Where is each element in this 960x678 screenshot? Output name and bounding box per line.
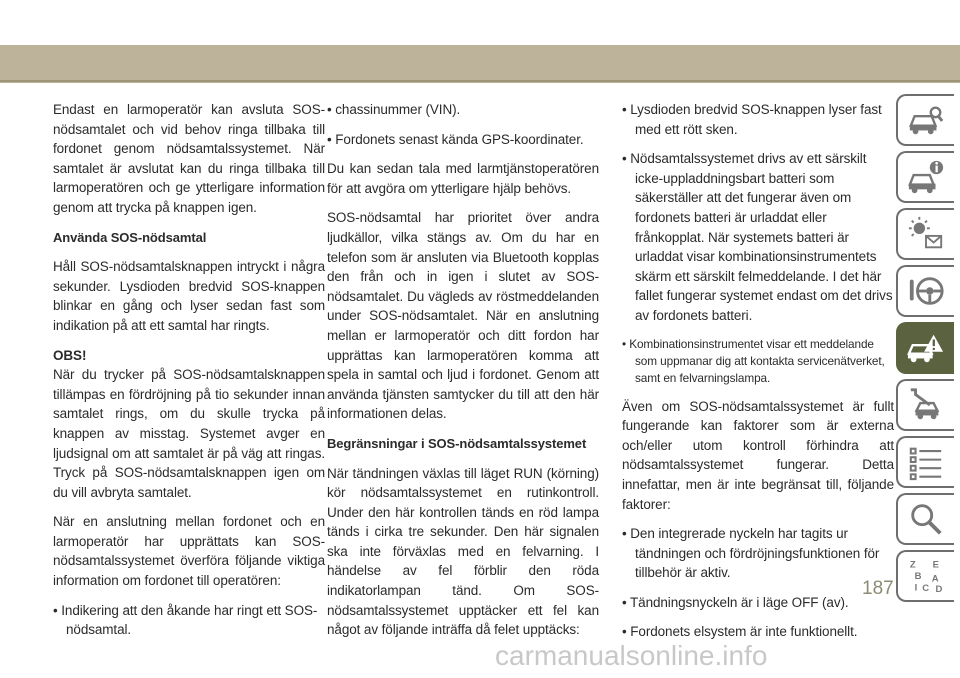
- wrench-car-icon: [907, 386, 945, 424]
- section-heading: Använda SOS-nödsamtal: [53, 229, 207, 245]
- tab-index[interactable]: [896, 550, 954, 602]
- tab-service[interactable]: [896, 379, 954, 431]
- tab-emergency[interactable]: [896, 322, 954, 374]
- bullet-item: • Tändningsnyckeln är i läge OFF (av).: [622, 594, 849, 610]
- watermark: carmanualsonline.info: [495, 640, 768, 671]
- svg-text:Z: Z: [909, 559, 916, 571]
- steering-wheel-icon: [907, 272, 945, 310]
- column-3: [622, 100, 894, 652]
- paragraph: Du kan sedan tala med larmtjänstoperatören för att avgöra om ytterligare hjälp behövs.: [327, 161, 599, 196]
- alphabet-index-icon: [907, 557, 945, 595]
- svg-text:C: C: [922, 583, 930, 595]
- svg-text:D: D: [935, 584, 943, 595]
- magnifier-icon: [907, 500, 945, 538]
- bullet-item: • Fordonets senast kända GPS-koordinater.: [327, 131, 584, 147]
- bullet-item: • Indikering att den åkande har ringt ett SOS-nödsamtal.: [53, 602, 318, 638]
- paragraph: När en anslutning mellan fordonet och en larmoperatör har upprättats kan SOS-nödsamtalssystemet överföra följande viktiga information om fordonet till operatören:: [53, 514, 325, 589]
- svg-text:B: B: [914, 570, 922, 582]
- column-1: [53, 100, 325, 650]
- bullet-item: • chassinummer (VIN).: [327, 102, 461, 117]
- svg-text:E: E: [932, 559, 939, 571]
- svg-text:A: A: [931, 573, 939, 585]
- warning-lights-message-icon: [907, 215, 945, 253]
- tab-warning-lights[interactable]: [896, 208, 954, 260]
- bullet-item: • Den integrerade nyckeln har tagits ur tändningen och fördröjningsfunktionen för tillbehör är aktiv.: [622, 526, 880, 581]
- section-heading: Begränsningar i SOS-nödsamtalssystemet: [327, 435, 587, 451]
- checklist-icon: [907, 443, 945, 481]
- car-emergency-icon: [907, 329, 945, 367]
- paragraph: Endast en larmoperatör kan avsluta SOS-nödsamtalet och vid behov ringa tillbaka till fordonet genom nödsamtalssystemet. När samtalet är avslutat kan du ringa tillbaka till larmoperatören och ge ytterligare information genom att trycka på knappen igen.: [53, 102, 325, 215]
- paragraph: Håll SOS-nödsamtalsknappen intryckt i några sekunder. Lysdioden bredvid SOS-knappen blinkar en gång och lyser sedan fast som indikation på att ett samtal har ringts.: [53, 259, 325, 333]
- chapter-tabs: [896, 94, 960, 607]
- tab-car-info[interactable]: [896, 151, 954, 203]
- bullet-item: • Lysdioden bredvid SOS-knappen lyser fast med ett rött sken.: [622, 102, 882, 137]
- car-info-icon: [907, 158, 945, 196]
- header-band: [0, 45, 960, 83]
- tab-driving[interactable]: [896, 265, 954, 317]
- note-label: OBS!: [53, 347, 87, 363]
- header-divider: [0, 80, 960, 82]
- tab-search[interactable]: [896, 493, 954, 545]
- page-number: 187: [862, 578, 894, 599]
- tab-technical-data[interactable]: [896, 436, 954, 488]
- paragraph: Även om SOS-nödsamtalssystemet är fullt fungerande kan faktorer som är externa och/eller utom kontroll förhindra att nödsamtalssystemet fungerar. Detta innefattar, men är inte begränsat till, följande faktorer:: [622, 398, 894, 512]
- bullet-item: • Fordonets elsystem är inte funktionellt.: [622, 624, 858, 640]
- tab-car-overview[interactable]: [896, 94, 954, 146]
- paragraph: När tändningen växlas till läget RUN (körning) kör nödsamtalssystemet en rutinkontroll. Under den här kontrollen tänds en röd lampa tänds i cirka tre sekunder. Den här signalen ska inte förväxlas med en felvarning. I händelse av fel förblir den röda indikatorlampan tänd. Om SOS-nödsamtalssystemet upptäcker ett fel kan något av följande inträffa då felet upptäcks:: [327, 465, 599, 638]
- bullet-item: • Nödsamtalssystemet drivs av ett särskilt icke-uppladdningsbart batteri som säkerställer att det fungerar även om fordonets batteri är urladdat eller frånkopplat. När systemets batteri är urladdat visar kombinationsinstrumentets skärm ett särskilt felmeddelande. I det här fallet fungerar systemet endast om det drivs av fordonets batteri.: [622, 151, 893, 323]
- car-magnifier-icon: [907, 101, 945, 139]
- note-text: När du trycker på SOS-nödsamtalsknappen tillämpas en fördröjning på tio sekunder innan samtalet rings, om du skulle trycka på knappen av misstag. Systemet avger en ljudsignal om att samtalet är på väg att ringas. Tryck på SOS-nödsamtalsknappen igen om du vill avbryta samtalet.: [53, 367, 325, 500]
- svg-text:I: I: [914, 582, 918, 594]
- bullet-item: • Kombinationsinstrumentet visar ett meddelande som uppmanar dig att kontakta servicenätverket, samt en felvarningslampa.: [622, 336, 885, 385]
- column-2: [327, 100, 599, 650]
- paragraph: SOS-nödsamtal har prioritet över andra ljudkällor, vilka stängs av. Om du har en telefon som är ansluten via Bluetooth kopplas den från och in igen i slutet av SOS-nödsamtalet. Du vägleds av röstmeddelanden under SOS-nödsamtalet. När en anslutning mellan er larmoperatör och ditt fordon har upprättas kan larmoperatören komma att spela in samtal och ljud i fordonet. Genom att använda tjänsten samtycker du till att den här informationen delas.: [327, 210, 599, 422]
